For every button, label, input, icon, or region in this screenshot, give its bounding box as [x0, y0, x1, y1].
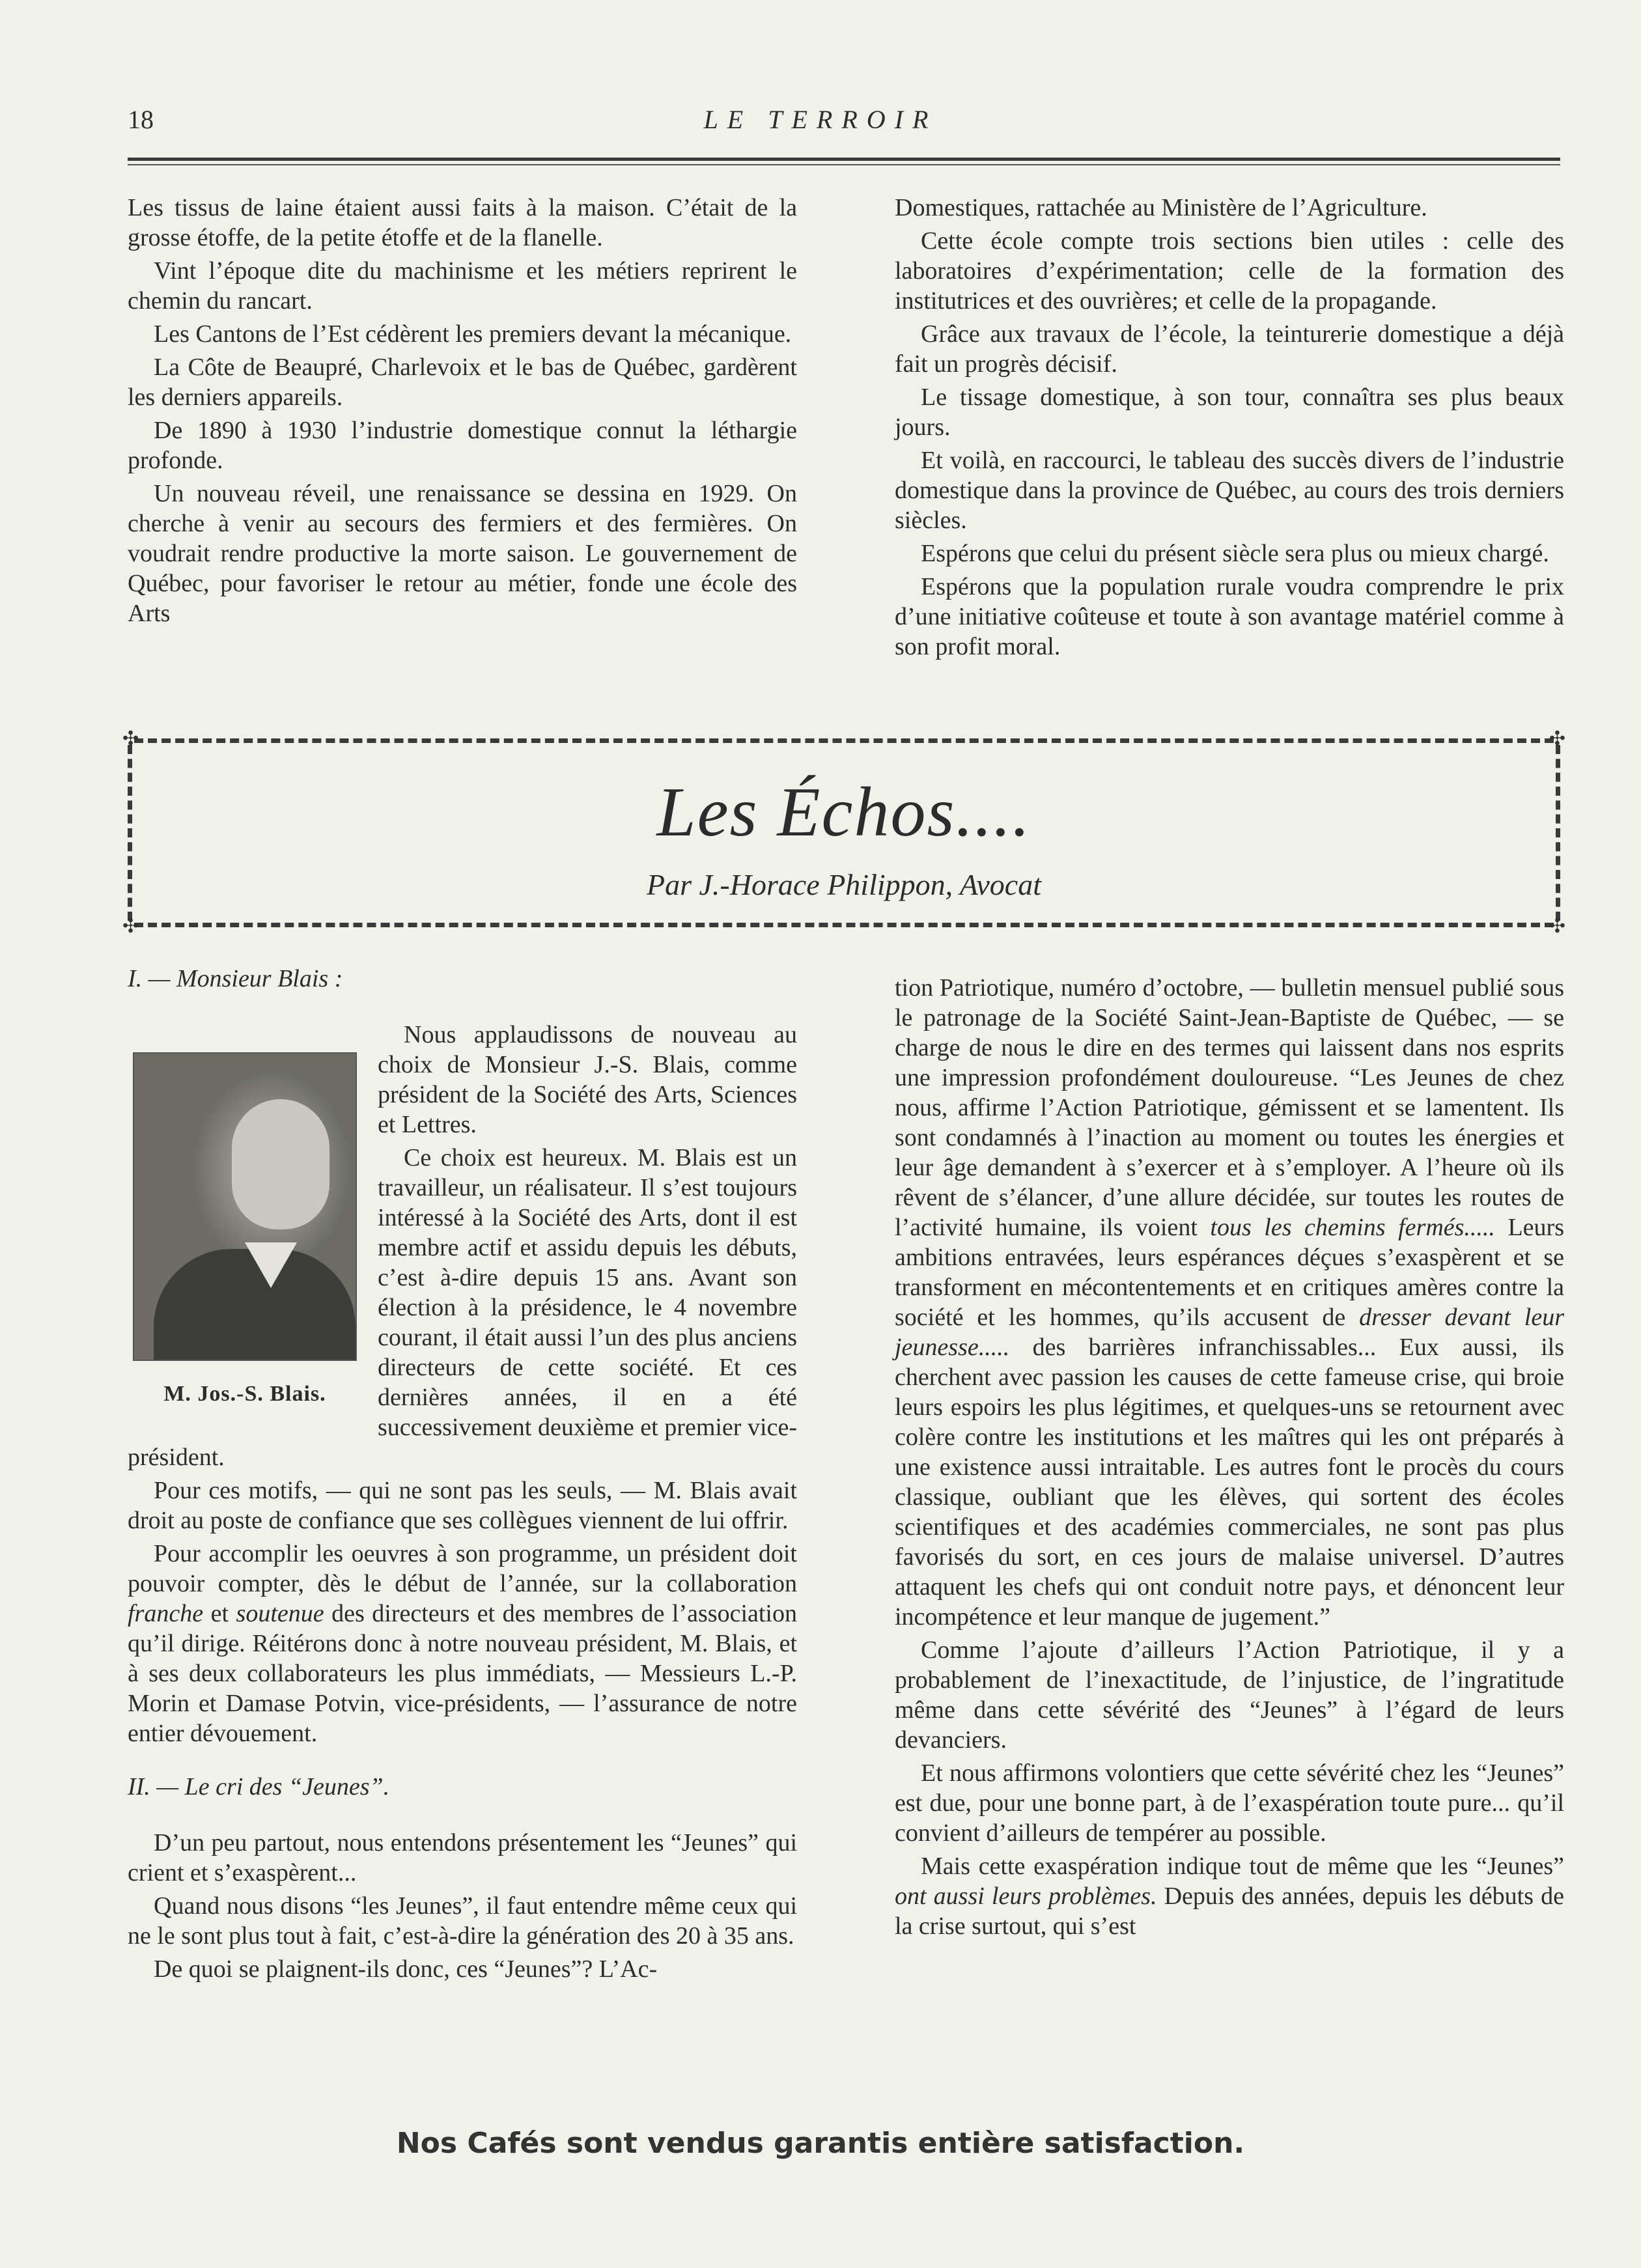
section-title: Les Échos....: [656, 774, 1031, 851]
corner-ornament-icon: ✣: [1549, 728, 1565, 749]
portrait-photo: [133, 1052, 357, 1361]
corner-ornament-icon: ✣: [1549, 916, 1565, 937]
paragraph: Espérons que la population rurale voudra comprendre le prix d’une initiative coûteuse et toute à son avantage matériel comme à son profit moral.: [895, 573, 1564, 660]
paragraph: La Côte de Beaupré, Charlevoix et le bas de Québec, gardèrent les derniers appareils.: [128, 354, 797, 411]
subheading: I. — Monsieur Blais :: [128, 965, 343, 992]
subheading: II. — Le cri des “Jeunes”.: [128, 1773, 390, 1800]
corner-ornament-icon: ✣: [122, 728, 139, 749]
paragraph: Espérons que celui du présent siècle sera plus ou mieux chargé.: [921, 540, 1549, 567]
byline: Par J.-Horace Philippon, Avocat: [647, 868, 1041, 901]
header-rule: [128, 158, 1560, 161]
paragraph: Comme l’ajoute d’ailleurs l’Action Patriotique, il y a probablement de l’inexactitude, de l’injustice, de l’ingratitude même dans cette sévérité des “Jeunes” à l’égard de leurs devanciers.: [895, 1636, 1564, 1754]
section-title-box: [122, 728, 1565, 937]
paragraph: Nous applaudissons de nouveau au choix de Monsieur J.-S. Blais, comme président de la Société des Arts, Sciences et Lettres.: [378, 1021, 797, 1138]
paragraph: Les Cantons de l’Est cédèrent les premiers devant la mécanique.: [154, 320, 792, 348]
portrait-figure: [128, 1052, 362, 1409]
paragraph: Un nouveau réveil, une renaissance se dessina en 1929. On cherche à venir au secours des fermiers et des fermières. On voudrait rendre productive la morte saison. Le gouvernement de Québec, pour favoriser le retour au métier, fonde une école des Arts: [128, 480, 797, 627]
box-border-bottom: [134, 923, 1554, 927]
paragraph: Pour ces motifs, — qui ne sont pas les seuls, — M. Blais avait droit au poste de confiance que ses collègues viennent de lui offrir.: [128, 1477, 797, 1534]
paragraph: Pour accomplir les oeuvres à son programme, un président doit pouvoir compter, dès le début de l’année, sur la collaboration franche et soutenue des directeurs et des membres de l’association qu’il dirige. Réitérons donc à notre nouveau président, M. Blais, et à ses deux collaborateurs les plus immédiats, — Messieurs L.-P. Morin et Damase Potvin, vice-présidents, — l’assurance de notre entier dévouement.: [128, 1540, 797, 1747]
bottom-right-column: [895, 973, 1564, 1944]
box-border-top: [134, 738, 1554, 743]
header-rule-thin: [128, 164, 1560, 165]
paragraph: Domestiques, rattachée au Ministère de l’Agriculture.: [895, 194, 1427, 221]
paragraph: Ce choix est heureux. M. Blais est un travailleur, un réalisateur. Il s’est toujours intéressé à la Société des Arts, dont il est membre actif et assidu depuis les débuts, c’est à-dire depuis 15 ans. Avant son élection à la présidence, le 4 novembre courant, il était aussi l’un des plus anciens directeurs de cette société. Et ces dernières années, il en a été successivement deuxième et premier vice-président.: [128, 1144, 797, 1471]
paragraph: Le tissage domestique, à son tour, connaîtra ses plus beaux jours.: [895, 384, 1564, 441]
paragraph: Et voilà, en raccourci, le tableau des succès divers de l’industrie domestique dans la province de Québec, au cours des trois derniers siècles.: [895, 447, 1564, 534]
top-left-column: [128, 193, 797, 632]
paragraph: Vint l’époque dite du machinisme et les métiers reprirent le chemin du rancart.: [128, 257, 797, 315]
paragraph: Et nous affirmons volontiers que cette sévérité chez les “Jeunes” est due, pour une bonne part, à de l’exaspération toute pure... qu’il convient d’ailleurs de tempérer au possible.: [895, 1759, 1564, 1847]
paragraph: De 1890 à 1930 l’industrie domestique connut la léthargie profonde.: [128, 417, 797, 474]
paragraph: tion Patriotique, numéro d’octobre, — bulletin mensuel publié sous le patronage de la Société Saint-Jean-Baptiste de Québec, — se charge de nous le dire en des termes qui laissent dans nos esprits une impression profondément douloureuse. “Les Jeunes de chez nous, affirme l’Action Patriotique, gémissent et se lamentent. Ils sont condamnés à l’inaction au moment ou toutes les énergies et leur âge demandent à s’exercer et à s’employer. A l’heure où ils rêvent de s’élancer, d’une allure décidée, sur toutes les routes de l’activité humaine, ils voient tous les chemins fermés..... Leurs ambitions entravées, leurs espérances déçues s’exaspèrent et se transforment en mécontentements et en critiques amères contre la société et les hommes, qu’ils accusent de dresser devant leur jeunesse..... des barrières infranchissables... Eux aussi, ils cherchent avec passion les causes de cette fameuse crise, qui broie leurs espoirs les plus légitimes, et quelques-uns se retournent avec colère contre les institutions et les maîtres qui les ont préparés à une existence aussi intraitable. Les autres font le procès du cours classique, oubliant que les élèves, qui sortent des écoles scientifiques et des académies commerciales, ne sont pas plus favorisés du sort, en ces jours de malaise universel. D’autres attaquent les chefs qui ont conduit notre pays, et dénoncent leur incompétence et leur manque de jugement.”: [895, 974, 1564, 1631]
paragraph: De quoi se plaignent-ils donc, ces “Jeunes”? L’Ac-: [154, 1955, 658, 1983]
top-right-column: [895, 193, 1564, 665]
paragraph: Grâce aux travaux de l’école, la teinturerie domestique a déjà fait un progrès décisif.: [895, 320, 1564, 378]
corner-ornament-icon: ✣: [122, 916, 139, 937]
photo-caption: M. Jos.-S. Blais.: [163, 1382, 326, 1406]
paragraph: Quand nous disons “les Jeunes”, il faut entendre même ceux qui ne le sont plus tout à fait, c’est-à-dire la génération des 20 à 35 ans.: [128, 1892, 797, 1950]
paragraph: Les tissus de laine étaient aussi faits à la maison. C’était de la grosse étoffe, de la petite étoffe et de la flanelle.: [128, 194, 797, 251]
bottom-left-column: [128, 964, 797, 1987]
footer-advertisement: Nos Cafés sont vendus garantis entière satisfaction.: [396, 2127, 1245, 2160]
page-number: 18: [128, 105, 154, 134]
paragraph: Mais cette exaspération indique tout de même que les “Jeunes” ont aussi leurs problèmes. Depuis des années, depuis les débuts de la crise surtout, qui s’est: [895, 1853, 1564, 1940]
paragraph: D’un peu partout, nous entendons présentement les “Jeunes” qui crient et s’exaspèrent...: [128, 1829, 797, 1886]
paragraph: Cette école compte trois sections bien utiles : celle des laboratoires d’expérimentation; celle de la formation des institutrices et des ouvrières; et celle de la propagande.: [895, 227, 1564, 315]
journal-title: LE TERROIR: [703, 105, 938, 134]
